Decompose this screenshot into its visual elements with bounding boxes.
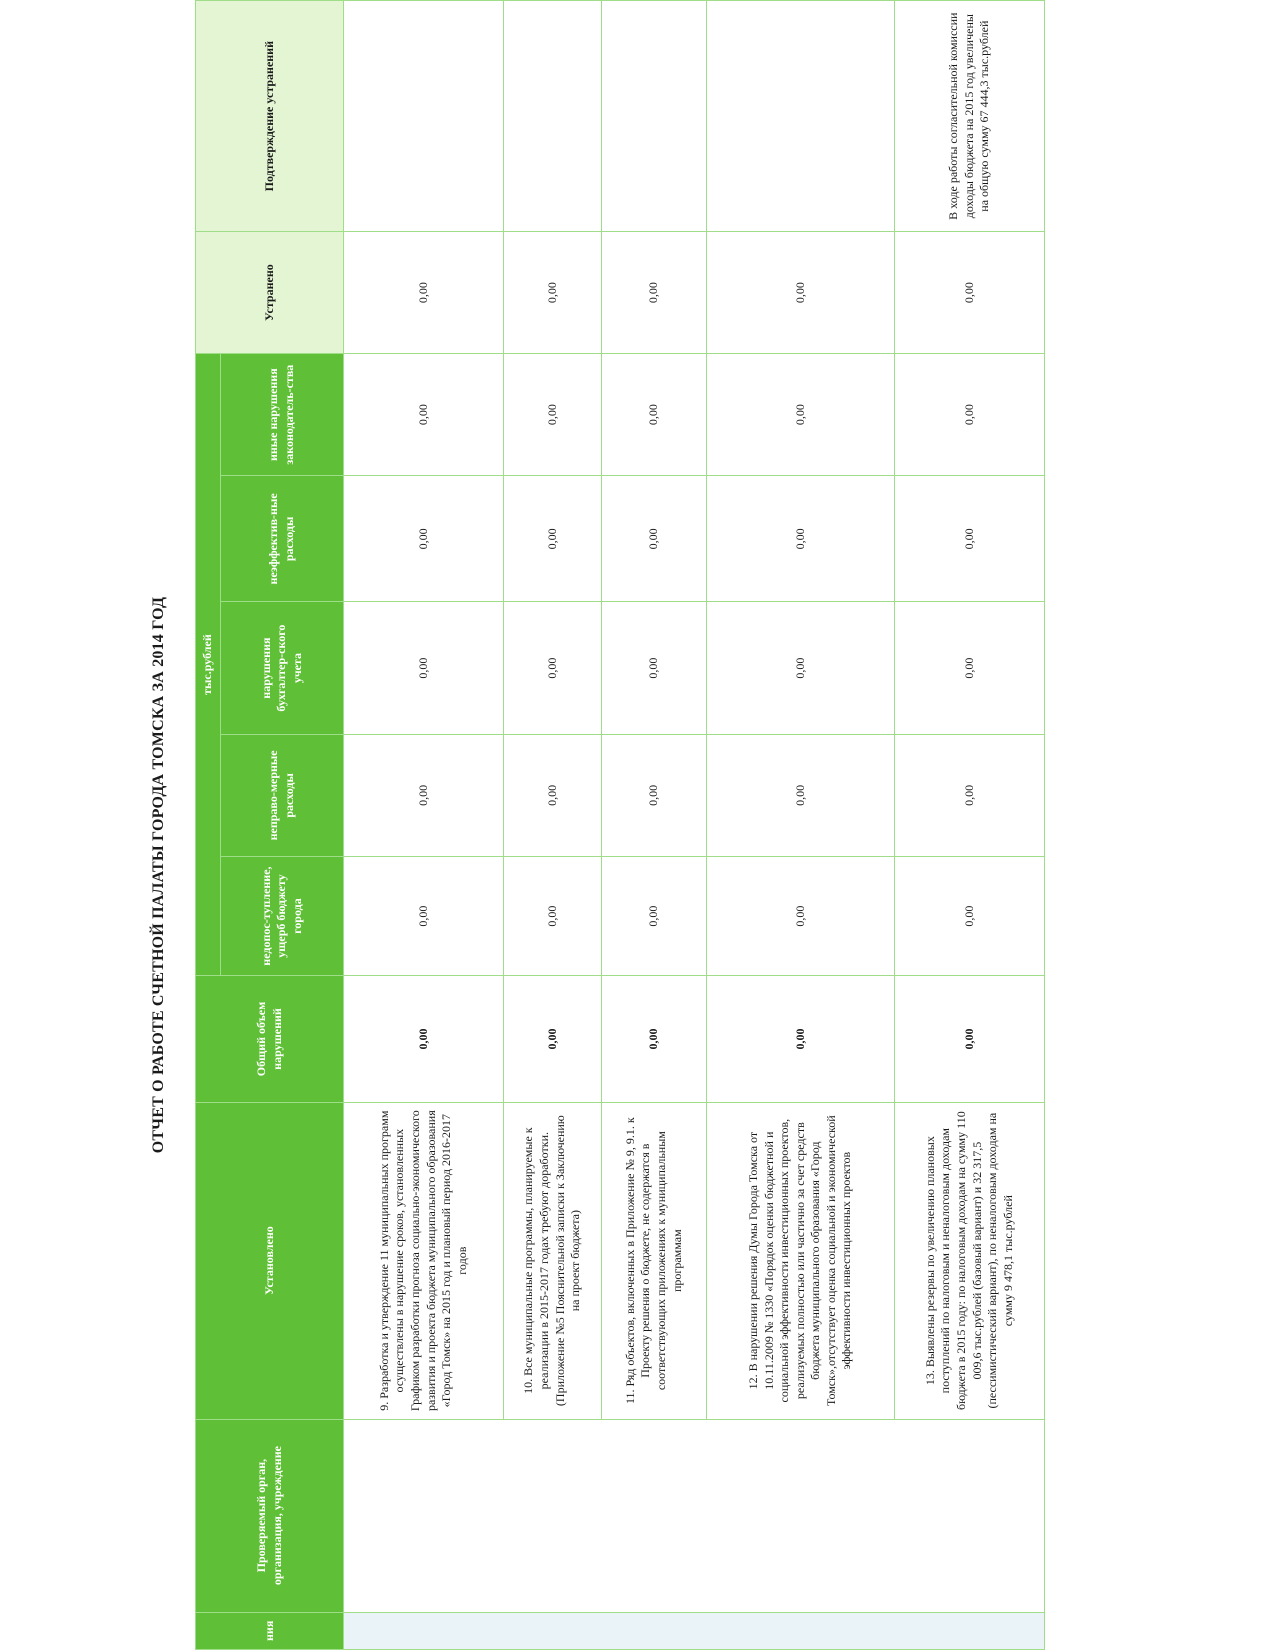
- inefficient-value: 0,00: [504, 476, 602, 602]
- header-confirm: Подтверждение устранений: [196, 1, 344, 232]
- total-value: 0,00: [707, 976, 895, 1103]
- fixed-value: 0,00: [707, 232, 895, 354]
- total-value: 0,00: [895, 976, 1045, 1103]
- finding-text: 11. Ряд объектов, включенных в Приложение № 9, 9.1. к Проекту решения о бюджете, не содержатся в соответствующих приложениях к муниципальным программам: [602, 1102, 707, 1419]
- finding-text: 13. Выявлены резервы по увеличению плановых поступлений по налоговым и неналоговым доходам бюджета в 2015 году: по налоговым доходам на сумму 110 009,6 тыс.рублей (базовый вариант) и 32 317,5 (пессимистический вариант), по неналоговым доходам на сумму 9 478,1 тыс.рублей: [895, 1102, 1045, 1419]
- finding-text: 12. В нарушении решения Думы Города Томска от 10.11.2009 № 1330 «Порядок оценки бюджетной и социальной эффективности инвестиционных проектов, реализуемых полностью или частично за счет средств бюджета муниципального образования «Город Томск»,отсутствует оценка социальной и экономической эффективности инвестиционных проектов: [707, 1102, 895, 1419]
- header-partial: ния: [196, 1612, 344, 1649]
- header-sub-accounting: нарушения бухгалтер-ского учета: [221, 602, 344, 735]
- illegal-value: 0,00: [602, 734, 707, 856]
- damage-value: 0,00: [707, 856, 895, 975]
- inefficient-value: 0,00: [707, 476, 895, 602]
- header-sub-damage: недопос-тупление, ущерб бюджету города: [221, 856, 344, 975]
- illegal-value: 0,00: [504, 734, 602, 856]
- fixed-value: 0,00: [344, 232, 504, 354]
- accounting-value: 0,00: [344, 602, 504, 735]
- confirm-text: [602, 1, 707, 232]
- confirm-text: [504, 1, 602, 232]
- damage-value: 0,00: [344, 856, 504, 975]
- accounting-value: 0,00: [707, 602, 895, 735]
- header-org: Проверяемый орган, организация, учреждение: [196, 1419, 344, 1612]
- table-row: [344, 1, 504, 1650]
- finding-text: 10. Все муниципальные программы, планируемые к реализации в 2015-2017 годах требуют доработки. (Приложение №5 Пояснительной записки к Заключению на проект бюджета): [504, 1102, 602, 1419]
- header-row-1: [196, 1, 221, 1650]
- confirm-text: [707, 1, 895, 232]
- header-fixed: Устранено: [196, 232, 344, 354]
- partial-cell: [344, 1612, 1045, 1649]
- other-value: 0,00: [602, 353, 707, 476]
- other-value: 0,00: [344, 353, 504, 476]
- inefficient-value: 0,00: [344, 476, 504, 602]
- damage-value: 0,00: [602, 856, 707, 975]
- header-unit: тыс.рублей: [196, 353, 221, 975]
- other-value: 0,00: [707, 353, 895, 476]
- illegal-value: 0,00: [895, 734, 1045, 856]
- fixed-value: 0,00: [602, 232, 707, 354]
- document-title: ОТЧЕТ О РАБОТЕ СЧЕТНОЙ ПАЛАТЫ ГОРОДА ТОМСКА ЗА 2014 ГОД: [150, 596, 167, 1154]
- fixed-value: 0,00: [504, 232, 602, 354]
- header-total: Общий объем нарушений: [196, 976, 344, 1103]
- table-row: [504, 1, 602, 1650]
- org-cell: [344, 1419, 1045, 1612]
- header-sub-inefficient: неэффектив-ные расходы: [221, 476, 344, 602]
- table-row: [707, 1, 895, 1650]
- illegal-value: 0,00: [344, 734, 504, 856]
- total-value: 0,00: [602, 976, 707, 1103]
- total-value: 0,00: [504, 976, 602, 1103]
- accounting-value: 0,00: [504, 602, 602, 735]
- table-row: [602, 1, 707, 1650]
- illegal-value: 0,00: [707, 734, 895, 856]
- total-value: 0,00: [344, 976, 504, 1103]
- header-sub-other: иные нарушения законодатель-ства: [221, 353, 344, 476]
- other-value: 0,00: [895, 353, 1045, 476]
- header-found: Установлено: [196, 1102, 344, 1419]
- inefficient-value: 0,00: [602, 476, 707, 602]
- accounting-value: 0,00: [895, 602, 1045, 735]
- confirm-text: В ходе работы согласительной комиссии доходы бюджета на 2015 год увеличены на общую сумму 67 444,3 тыс.рублей: [895, 1, 1045, 232]
- other-value: 0,00: [504, 353, 602, 476]
- damage-value: 0,00: [895, 856, 1045, 975]
- table-row: [895, 1, 1045, 1650]
- finding-text: 9. Разработка и утверждение 11 муниципальных программ осуществлены в нарушение сроков, установленных Графиком разработки прогноза социально-экономического развития и проекта бюджета муниципального образования «Город Томск» на 2015 год и плановый период 2016-2017 годов: [344, 1102, 504, 1419]
- fixed-value: 0,00: [895, 232, 1045, 354]
- violations-table: [195, 0, 1045, 1650]
- header-sub-illegal: неправо-мерные расходы: [221, 734, 344, 856]
- confirm-text: [344, 1, 504, 232]
- accounting-value: 0,00: [602, 602, 707, 735]
- damage-value: 0,00: [504, 856, 602, 975]
- inefficient-value: 0,00: [895, 476, 1045, 602]
